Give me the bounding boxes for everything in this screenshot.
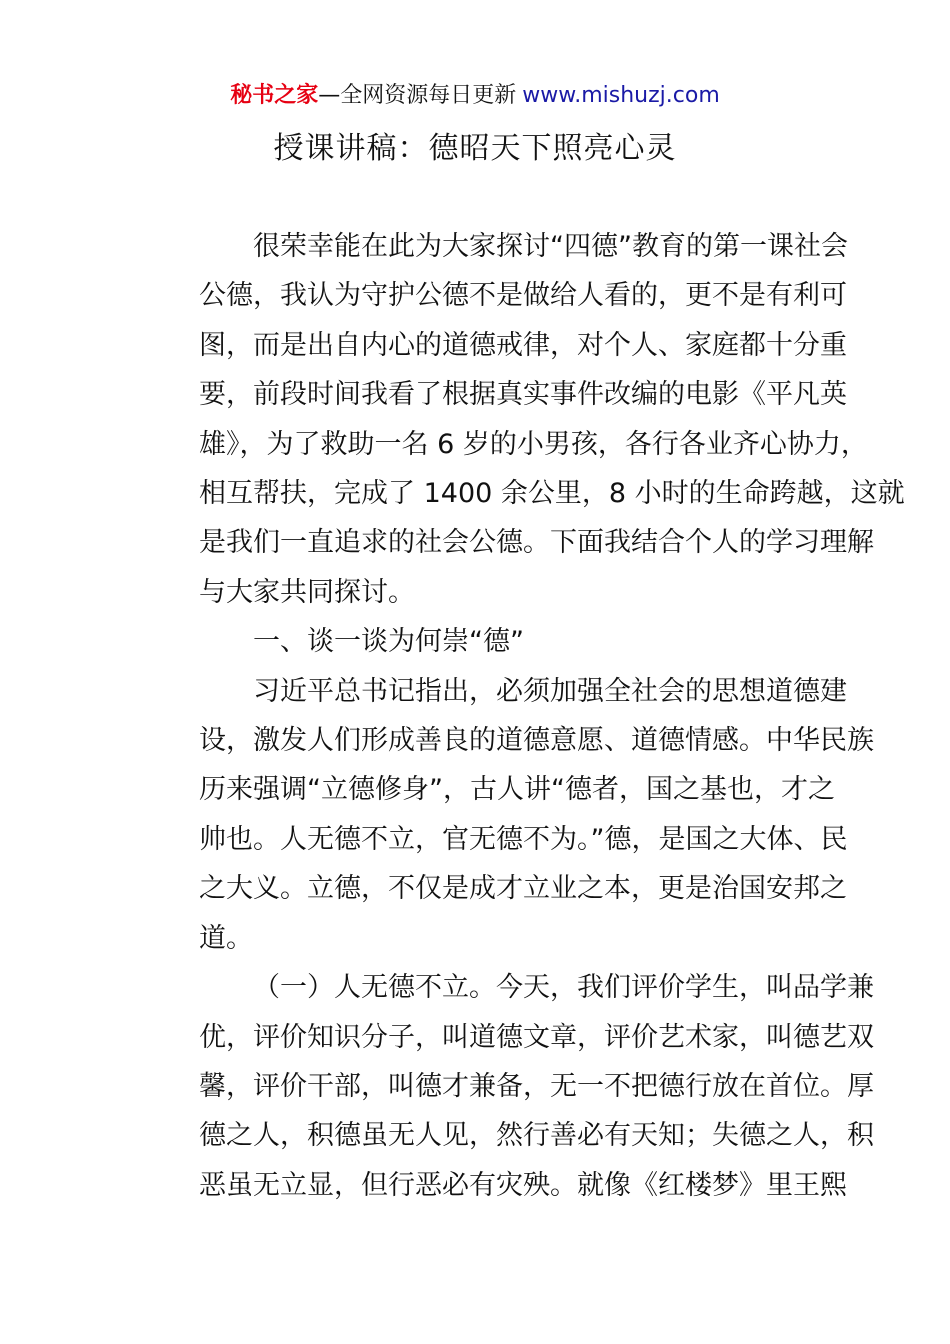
paragraph-line: 图，而是出自内心的道德戒律，对个人、家庭都十分重 <box>199 329 847 361</box>
paragraph-line: 雄》，为了救助一名 6 岁的小男孩，各行各业齐心协力， <box>199 428 868 460</box>
site-brand: 秘书之家 <box>230 83 319 108</box>
section-heading-text: 一、谈一谈为何崇“德” <box>253 626 524 658</box>
paragraph-line: 相互帮扶，完成了 1400 余公里，8 小时的生命跨越，这就 <box>199 478 905 510</box>
site-tagline: —全网资源每日更新 <box>318 83 517 108</box>
paragraph-intro <box>145 222 905 617</box>
paragraph-line: 帅也。人无德不立，官无德不为。”德，是国之大体、民 <box>199 823 848 855</box>
paragraph-line: 馨，评价干部，叫德才兼备，无一不把德行放在首位。厚 <box>199 1070 874 1102</box>
site-header <box>0 80 950 112</box>
paragraph-body <box>145 667 874 963</box>
paragraph-line: 设，激发人们形成善良的道德意愿、道德情感。中华民族 <box>199 725 874 757</box>
paragraph-line: 与大家共同探讨。 <box>199 576 415 608</box>
paragraph-subsection <box>145 963 874 1210</box>
paragraph-line: 是我们一直追求的社会公德。下面我结合个人的学习理解 <box>199 527 874 559</box>
paragraph-line: 要，前段时间我看了根据真实事件改编的电影《平凡英 <box>199 379 847 411</box>
site-url-link[interactable]: www.mishuzj.com <box>522 83 720 108</box>
paragraph-line: （一）人无德不立。今天，我们评价学生，叫品学兼 <box>253 972 874 1004</box>
paragraph-line: 恶虽无立显，但行恶必有灾殃。就像《红楼梦》里王熙 <box>199 1169 847 1201</box>
paragraph-line: 公德，我认为守护公德不是做给人看的，更不是有利可 <box>199 280 847 312</box>
section-heading <box>145 617 813 666</box>
paragraph-line: 之大义。立德，不仅是成才立业之本，更是治国安邦之 <box>199 873 847 905</box>
paragraph-line: 优，评价知识分子，叫道德文章，评价艺术家，叫德艺双 <box>199 1021 874 1053</box>
document-body <box>145 222 905 1210</box>
paragraph-line: 道。 <box>199 922 253 954</box>
paragraph-line: 习近平总书记指出，必须加强全社会的思想道德建 <box>253 675 847 707</box>
paragraph-line: 德之人，积德虽无人见，然行善必有天知；失德之人，积 <box>199 1120 874 1152</box>
paragraph-line: 历来强调“立德修身”，古人讲“德者，国之基也，才之 <box>199 774 835 806</box>
paragraph-line: 很荣幸能在此为大家探讨“四德”教育的第一课社会 <box>253 231 848 262</box>
document-title: 授课讲稿：德昭天下照亮心灵 <box>273 131 677 166</box>
